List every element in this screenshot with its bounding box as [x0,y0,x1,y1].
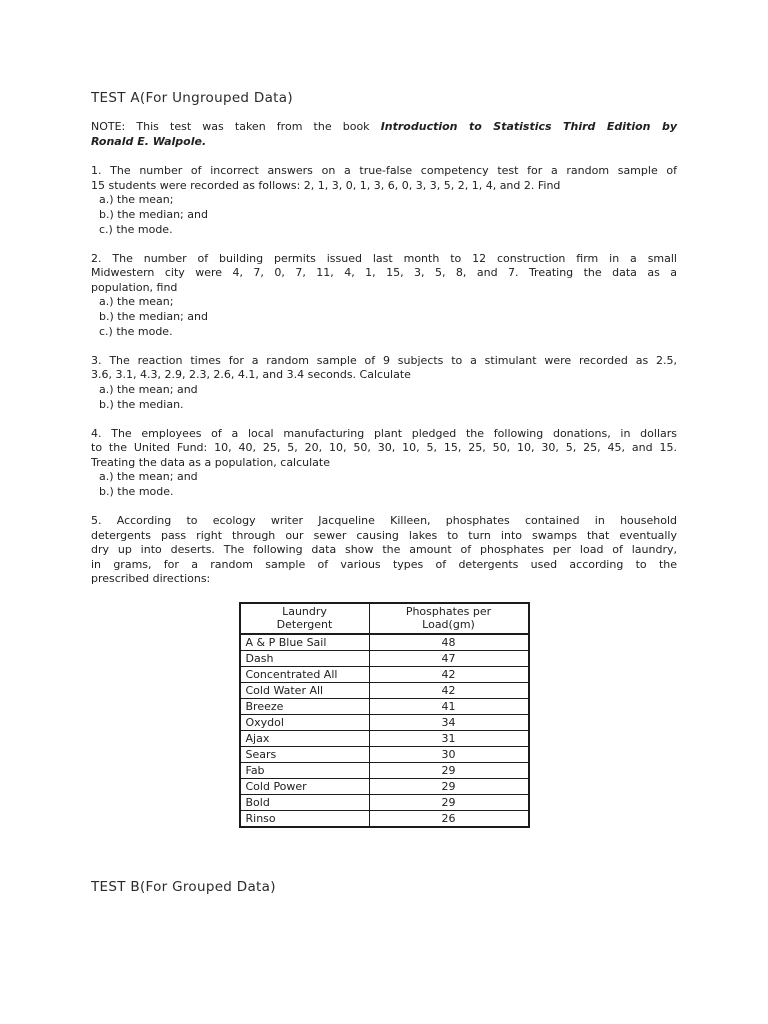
detergent-name-cell: Concentrated All [240,666,370,682]
question-subitem: b.) the median; and [99,207,208,221]
question-subitem: a.) the mean; [99,295,174,309]
phosphate-value-cell: 26 [369,810,529,827]
question-line: Midwestern city were 4, 7, 0, 7, 11, 4, 1, 15, 3, 5, 8, and 7. Treating the data as a [91,266,677,280]
detergent-table-body [240,634,529,827]
question-line: 2. The number of building permits issued last month to 12 construction firm in a small [91,251,677,265]
table-row [240,778,529,794]
header-cell-detergent [240,603,370,634]
phosphate-value-cell: 34 [369,714,529,730]
header-line: Load(gm) [422,618,475,632]
header-line: Phosphates per [405,604,492,618]
table-row [240,682,529,698]
question-4 [91,427,677,500]
phosphate-value-cell: 42 [369,666,529,682]
table-row [240,810,529,827]
table-row [240,666,529,682]
table-row [240,794,529,810]
phosphate-value-cell: 29 [369,762,529,778]
question-subitem: a.) the mean; and [99,470,198,484]
table-row [240,762,529,778]
question-1 [91,164,677,237]
phosphate-value-cell: 48 [369,634,529,651]
question-5 [91,514,677,587]
question-subitem: a.) the mean; [99,193,174,207]
question-line: population, find [91,280,178,294]
question-line: 3.6, 3.1, 4.3, 2.9, 2.3, 2.6, 4.1, and 3.4 seconds. Calculate [91,368,411,382]
note-prefix: NOTE: This test was taken from the book [91,120,381,133]
detergent-name-cell: Fab [240,762,370,778]
detergent-name-cell: A & P Blue Sail [240,634,370,651]
question-line: 1. The number of incorrect answers on a true-false competency test for a random sample of [91,164,677,178]
test-b-heading: TEST B(For Grouped Data) [91,878,276,895]
detergent-name-cell: Cold Water All [240,682,370,698]
phosphate-value-cell: 42 [369,682,529,698]
detergent-name-cell: Breeze [240,698,370,714]
question-line: 3. The reaction times for a random sample of 9 subjects to a stimulant were recorded as 2.5, [91,353,677,367]
test-a-heading: TEST A(For Ungrouped Data) [91,90,293,106]
question-subitem: b.) the mode. [99,484,174,498]
table-row [240,714,529,730]
phosphate-value-cell: 29 [369,778,529,794]
question-subitem: b.) the median; and [99,310,208,324]
table-row [240,730,529,746]
note-line-1 [91,120,677,135]
phosphate-value-cell: 47 [369,650,529,666]
detergent-name-cell: Rinso [240,810,370,827]
phosphate-value-cell: 31 [369,730,529,746]
question-line: dry up into deserts. The following data show the amount of phosphates per load of laundry, [91,543,677,557]
note-book-title: Introduction to Statistics Third Edition by [380,120,677,133]
detergent-name-cell: Ajax [240,730,370,746]
question-line: 15 students were recorded as follows: 2, 1, 3, 0, 1, 3, 6, 0, 3, 3, 5, 2, 1, 4, and 2. Find [91,178,561,192]
header-line: Detergent [276,618,333,632]
header-line: Laundry [282,604,327,618]
question-line: 5. According to ecology writer Jacqueline Killeen, phosphates contained in household [91,514,677,528]
table-row [240,634,529,651]
question-subitem: a.) the mean; and [99,382,198,396]
page-content [91,89,677,896]
detergent-name-cell: Oxydol [240,714,370,730]
table-row [240,650,529,666]
table-header-row [240,603,529,634]
table-row [240,698,529,714]
question-line: 4. The employees of a local manufacturing plant pledged the following donations, in dollars [91,426,677,440]
question-line: detergents pass right through our sewer causing lakes to turn into swamps that eventually [91,528,677,542]
question-2 [91,252,677,340]
detergent-name-cell: Cold Power [240,778,370,794]
table-row [240,746,529,762]
question-line: to the United Fund: 10, 40, 25, 5, 20, 10, 50, 30, 10, 5, 15, 25, 50, 10, 30, 5, 25, 45, and 15. [91,441,677,455]
question-3 [91,354,677,412]
header-cell-phosphates [369,603,529,634]
phosphate-value-cell: 29 [369,794,529,810]
detergent-name-cell: Dash [240,650,370,666]
phosphate-value-cell: 30 [369,746,529,762]
detergent-name-cell: Bold [240,794,370,810]
question-subitem: b.) the median. [99,397,184,411]
question-line: Treating the data as a population, calculate [91,455,331,469]
question-line: in grams, for a random sample of various types of detergents used according to the [91,557,677,571]
detergent-table [239,602,530,828]
question-subitem: c.) the mode. [99,324,173,338]
detergent-table-header [240,603,529,634]
detergent-name-cell: Sears [240,746,370,762]
note-paragraph [91,120,677,149]
phosphate-value-cell: 41 [369,698,529,714]
question-subitem: c.) the mode. [99,222,173,236]
note-line-2: Ronald E. Walpole. [91,134,207,148]
question-line: prescribed directions: [91,572,211,586]
